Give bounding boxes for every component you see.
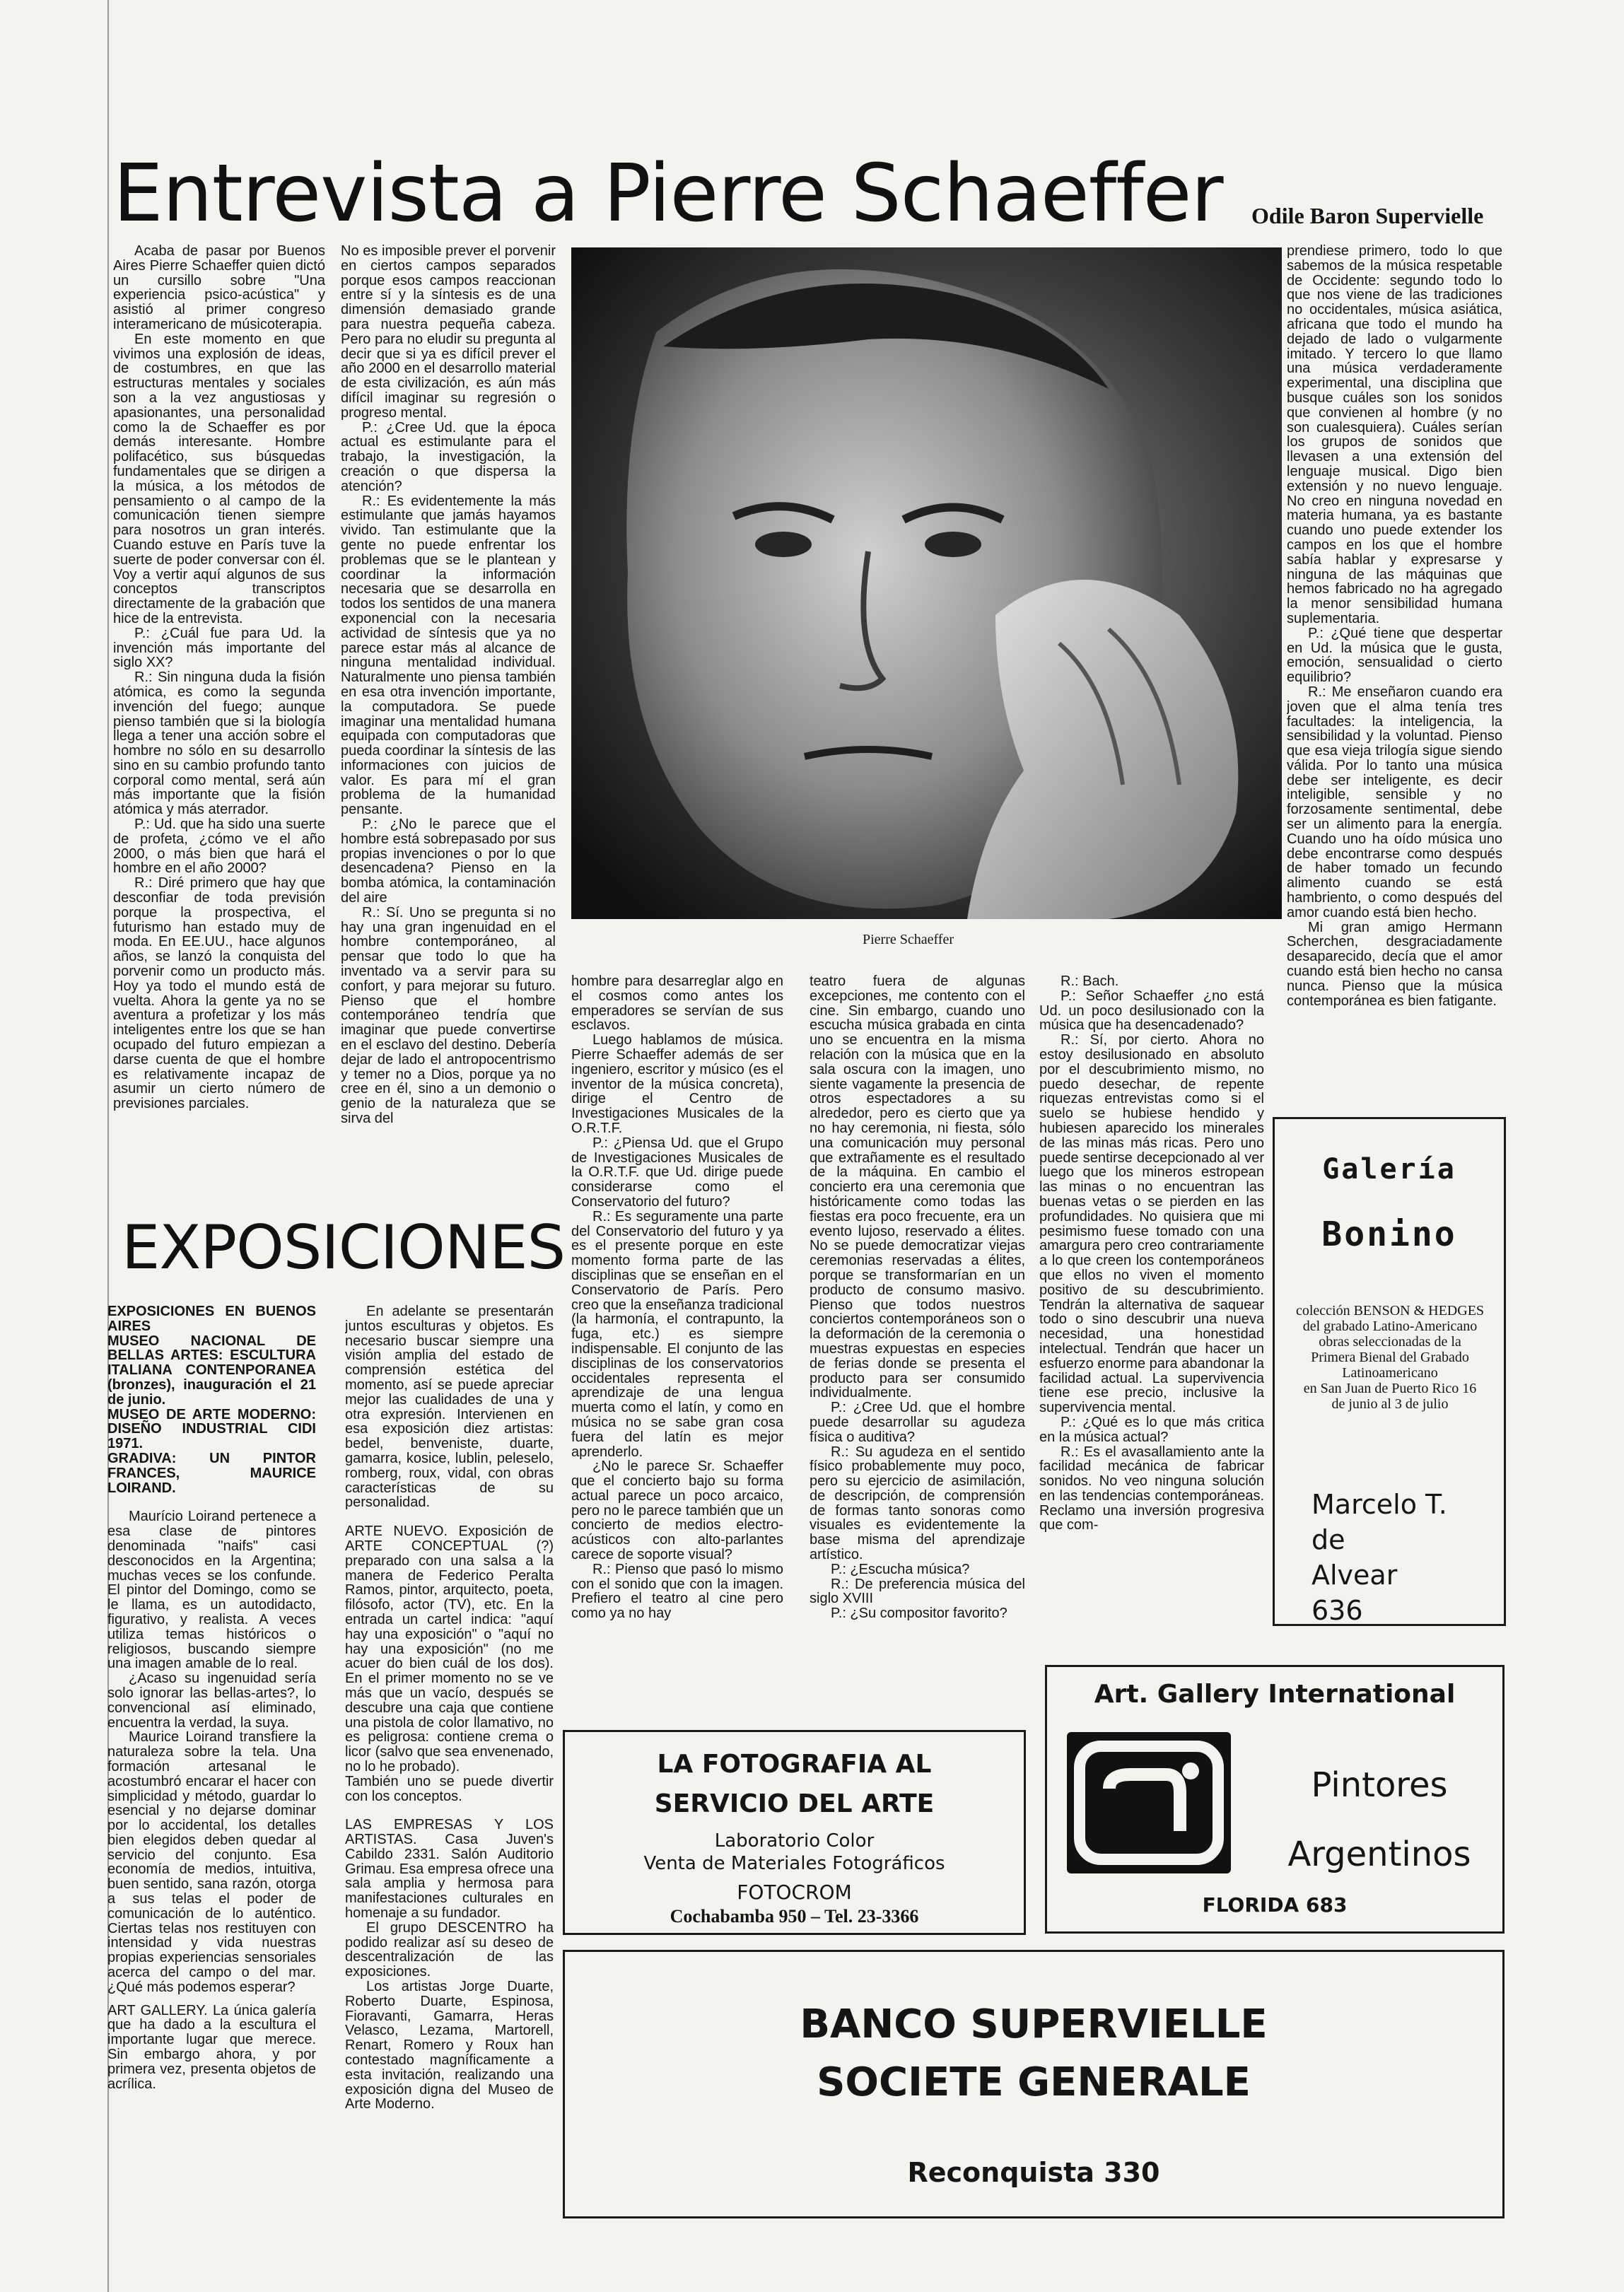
agi-logo [1067,1732,1231,1873]
article-paragraph: R.: Su agudeza en el sentido físico probablemente muy poco, pero su ejercicio de asimilación, de descripción, de comprensión de formas tanto sonoras como visuales es evidentemente la base misma del aprendizaje artístico. [810,1444,1025,1563]
article-paragraph: En este momento en que vivimos una explosión de ideas, de costumbres, en que las estructuras mentales y sociales son a la vez angustiosas y apasionantes, una personalidad como la de Schaeffer es por demás interesante. Hombre polifacético, sus búsquedas fundamentales que se dirigen a la música, a los métodos de pensamiento o al campo de la comunicación tienen siempre para nosotros un gran interés. Cuando estuve en París tuve la suerte de poder conversar con él. Voy a vertir aquí algunos de sus conceptos transcriptos directamente de la grabación que hice de la entrevista. [113,331,325,626]
article-paragraph: ¿No le parece Sr. Schaeffer que el concierto bajo su forma actual parece un poco arcaico, pero no le parece también que un concierto de medios electro-acústicos con alto-parlantes carece de soporte visual? [571,1458,783,1563]
article-paragraph: prendiese primero, todo lo que sabemos de la música respetable de Occidente: segundo todo lo que nos viene de las tradiciones no occidentales, música asiática, africana que todo el mundo ha dejado de lado o vulgarmente imitado. Y tercero lo que llamo una música verdaderamente experimental, una disciplina que busque cuáles son los sonidos que convienen al hombre (y no son cualesquiera). Cuáles serían los grupos de sonidos que llevasen a una extensión del lenguaje musical. Digo bien extensión y no nuevo lenguaje. No creo en ninguna novedad en materia humana, ya es bastante cuando uno puede extender los campos en los que el hombre sabía hablar y expresarse y ninguna de las máquinas que hemos fabricado no ha agregado la menor sensibilidad humana suplementaria. [1287,244,1502,626]
article-column-6 [1287,244,1502,1103]
article-column-4 [810,974,1025,1674]
exposiciones-heading: EXPOSICIONES [122,1212,566,1283]
article-paragraph: R.: Sin ninguna duda la fisión atómica, es como la segunda invención del fuego; aunque pienso también que si la biología llega a tener una acción sobre el hombre no sólo en su desarrollo sino en su cambio profundo tanto corporal como mental, será aún más importante que la fisión atómica y más aterrador. [113,670,325,818]
portrait-photo-image [571,247,1282,919]
article-paragraph: R.: De preferencia música del siglo XVIII [810,1576,1025,1607]
article-paragraph: hombre para desarreglar algo en el cosmos como antes los emperadores se servían de sus esclavos. [571,974,783,1034]
ad-tagline: Pintores Argentinos [1287,1765,1471,1874]
article-paragraph: R.: Bach. [1061,974,1119,989]
ad-address: Reconquista 330 [907,2157,1160,2188]
article-paragraph: P.: ¿Cuál fue para Ud. la invención más importante del siglo XX? [113,625,325,671]
ad-services: Laboratorio Color Venta de Materiales Fotográficos [643,1830,945,1874]
article-paragraph: En adelante se presentarán juntos esculturas y objetos. Es necesario buscar siempre una visión amplia del estado de comprensión estética del momento, así se puede apreciar mejor las cualidades de una y otra expresión. Intervienen en esa exposición diez artistas: bedel, benveniste, duarte, gamarra, kosice, lublin, peleselo, romberg, roux, vidal, con obras características de su personalidad. [345,1304,554,1511]
art-gallery-international-ad [1045,1665,1505,1934]
article-paragraph: También uno se puede divertir con los conceptos. [345,1773,554,1804]
article-title: Entrevista a Pierre Schaeffer [113,148,1223,240]
article-paragraph: Luego hablamos de música. Pierre Schaeffer además de ser ingeniero, escritor y músico (es el inventor de la música concreta), dirige el Centro de Investigaciones Musicales de la O.R.T.F. [571,1032,783,1136]
article-paragraph: Acaba de pasar por Buenos Aires Pierre Schaeffer quien dictó un cursillo sobre "Una experiencia psico-acústica" y asistió al primer congreso interamericano de músicoterapia. [113,244,325,332]
article-paragraph: Maurice Loirand transfiere la naturaleza sobre la tela. Una formación artesanal le acostumbró encarar el hacer con simplicidad y método, guardar lo esencial y no dejarse dominar por lo accidental, los detalles bien elegidos deben quedar al servicio del conjunto. Esa economía de medios, intuitiva, buen sentido, sana razón, otorga a sus telas el poder de comunicación de lo auténtico. Ciertas telas nos restituyen con intensidad y vida nuestras propias experiencias sensoriales acerca del campo o del mar. ¿Qué más podemos esperar? [107,1729,316,1995]
article-paragraph: P.: ¿Su compositor favorito? [831,1606,1007,1622]
photo-caption: Pierre Schaeffer [863,932,954,947]
ad-address: Marcelo T. de Alvear 636 [1312,1489,1447,1626]
article-paragraph: R.: Sí, por cierto. Ahora no estoy desilusionado en absoluto por el descubrimiento mismo, no puedo desechar, de repente riquezas entrevistas como si el suelo se hubiese hendido y hubiesen aparecido los minerales de las minas más ricas. Pero uno puede sentirse decepcionado al ver luego que los mineros estropean las minas o no encuentran las buenas vetas o se pierden en las profundidades. No quisiera que mi pesimismo fuese tomado con una amargura pero creo contrariamente a lo que creen los contemporáneos que ellos no viven el momento positivo de su descubrimiento. Tendrán la alternativa de saquear todo o sino descubrir una nueva necesidad, una honestidad intelectual. Tendrán que hacer un esfuerzo enorme para abandonar la facilidad actual. La supervivencia tiene ese precio, inclusive la supervivencia mental. [1039,1032,1264,1416]
ad-company: FOTOCROM [737,1881,852,1904]
article-column-5 [1039,974,1264,1653]
ad-gallery-name-line2: Bonino [1321,1215,1457,1254]
article-paragraph: P.: Señor Schaeffer ¿no está Ud. un poco desilusionado con la música que ha desencadenado? [1039,988,1264,1034]
article-paragraph: R.: Sí. Uno se pregunta si no hay una gran ingenuidad en el hombre contemporáneo, al pensar que todo lo que ha inventado va a servir para su confort, y para mejorar su futuro. Pienso que el hombre contemporáneo tendría que imaginar que puede convertirse en el esclavo del destino. Debería dejar de lado el antropocentrismo y temer no a Dios, porque ya no cree en él, sino a un demonio o genio de la naturaleza que se sirva del [341,904,556,1127]
article-column-2 [341,244,556,1191]
article-column-3 [571,974,783,1674]
ad-exhibition-text: colección BENSON & HEDGES del grabado Latino-Americano obras seleccionadas de la Primera Bienal del Grabado Latinoamericano en San Juan de Puerto Rico 16 de junio al 3 de julio [1295,1303,1485,1412]
article-paragraph: P.: ¿Cree Ud. que el hombre puede desarrollar su agudeza física o auditiva? [810,1400,1025,1445]
article-paragraph: Maurício Loirand pertenece a esa clase de pintores denominada "naifs" casi desconocidos en la Argentina; muchas veces se los confunde. El pintor del Domingo, como se le llama, es un autodidacto, figurativo, y realista. A veces utiliza temas históricos o religiosos, buscando siempre una imagen amable de lo real. [107,1509,316,1672]
article-paragraph: ARTE NUEVO. Exposición de ARTE CONCEPTUAL (?) preparado con una salsa a la manera de Federico Peralta Ramos, pintor, arquitecto, poeta, filósofo, actor (TV), etc. En la entrada un cartel indica: "aquí hay una exposición" o "aquí no hay una exposición" (no me acuer do bien cuál de los dos). En el primer momento no se ve más que un vacío, después se descubre una caja que contiene una pistola de color llamativo, no es peligrosa: contiene crema o licor (salvo que sea envenenado, no lo he probado). [345,1524,554,1774]
ad-address: FLORIDA 683 [1202,1893,1348,1917]
article-paragraph: No es imposible prever el porvenir en ciertos campos separados porque esos campos reaccionan entre sí y la síntesis es de una dimensión demasiado grande para nuestra pequeña cabeza. Pero para no eludir su pregunta al decir que si ya es difícil prever el año 2000 en el desarrollo material de esta civilización, es aún más difícil imaginar su regresión o progreso mental. [341,244,556,421]
galeria-bonino-ad [1273,1117,1506,1626]
article-paragraph: ¿Acaso su ingenuidad sería solo ignorar las bellas-artes?, lo convencional así eliminado, encuentra la verdad, la suya. [107,1671,316,1731]
article-paragraph: P.: ¿Piensa Ud. que el Grupo de Investigaciones Musicales de la O.R.T.F. que Ud. dirige puede considerarse como el Conservatorio del futuro? [571,1135,783,1210]
article-paragraph: R.: Es evidentemente la más estimulante que jamás hayamos vivido. Tan estimulante que la gente no puede enfrentar los problemas que se le plantean y coordinar la información necesaria que se desarrolla en todos los sentidos de una manera exponencial con la necesaria actividad de síntesis que ya no parece estar más al alcance de ninguna mentalidad individual. Naturalmente uno piensa también en esa otra invención importante, la computadora. Se puede imaginar una mentalidad humana equipada con computadoras que pueda coordinar la síntesis de las informaciones con juicios de valor. Es para mí el gran problema de la humanidad pensante. [341,493,556,818]
article-paragraph: R.: Es el avasallamiento ante la facilidad mecánica de fabricar sonidos. No veo ninguna solución en las tendencias contemporáneas. Reclamo una inversión progresiva que com- [1039,1444,1264,1533]
article-paragraph: P.: ¿Qué es lo que más critica en la música actual? [1039,1414,1264,1445]
article-paragraph: R.: Me enseñaron cuando era joven que el alma tenía tres facultades: la inteligencia, la sensibilidad y la voluntad. Pienso que esa vieja trilogía sigue siendo válida. Por lo tanto una música debe ser inteligente, es decir inteligible, sensible y no forzosamente sentimental, debe ser un alimento para la energía. Cuando uno ha oído música uno debe encontrarse como después de haber tomado un fecundo alimento cuando se está hambriento, o como después del amor cuando está bien hecho. [1287,684,1502,920]
article-paragraph: Los artistas Jorge Duarte, Roberto Duarte, Espinosa, Fioravanti, Gamarra, Heras Velasco, Lezama, Martorell, Renart, Romero y Roux han contestado magníficamente a esta invitación, realizando una exposición digna del Museo de Arte Moderno. [345,1979,554,2112]
ad-address: Cochabamba 950 – Tel. 23-3366 [670,1906,919,1926]
ad-gallery-title: Art. Gallery International [1094,1680,1456,1709]
article-paragraph: teatro fuera de algunas excepciones, me contento con el cine. Sin embargo, cuando uno escucha música grabada en cinta uno se encuentra en la misma relación con la música que en la sala oscura con la imagen, uno siente vagamente la presencia de otros espectadores a su alrededor, pero es cierto que ya no hay ceremonia, ni fiesta, sólo una comunicación muy personal que extrañamente es el resultado de la máquina. En cambio el concierto era una ceremonia que históricamente como todas las fiestas era poco frecuente, era un evento lujoso, reservado a élites. No se puede democratizar viejas ceremonias reservadas a élites, porque se transformarían en un producto de consumo masivo. Pienso que todos nuestros conciertos contemporáneos son o la deformación de la ceremonia o muestras expuestas en especies de ferias donde se presenta el producto para ser consumido individualmente. [810,974,1025,1401]
article-paragraph: P.: ¿Cree Ud. que la época actual es estimulante para el trabajo, la investigación, la creación o que dispersa la atención? [341,419,556,494]
article-paragraph: Mi gran amigo Hermann Scherchen, desgraciadamente desaparecido, decía que el amor cuando está bien hecho no cansa nunca. Pienso que la música contemporánea es bien fatigante. [1287,919,1502,1009]
article-paragraph: El grupo DESCENTRO ha podido realizar así su deseo de descentralización de las exposiciones. [345,1919,554,1980]
ad-bank-name: BANCO SUPERVIELLE SOCIETE GENERALE [800,2001,1268,2105]
ad-gallery-name-line1: Galería [1322,1153,1456,1186]
listing-block: EXPOSICIONES EN BUENOS AIRES MUSEO NACIONAL DE BELLAS ARTES: ESCULTURA ITALIANA CONTENPORANEA (bronzes), inauguración el 21 de junio. MUSEO DE ARTE MODERNO: DISEÑO INDUSTRIAL CIDI 1971. GRADIVA: UN PINTOR FRANCES, MAURICE LOIRAND. [107,1304,316,1496]
article-paragraph: R.: Es seguramente una parte del Conservatorio del futuro y ya es el presente porque en este momento forma parte de las disciplinas que se enseñan en el Conservatorio de París. Pero creo que la enseñanza tradicional (la harmonía, el contrapunto, la fuga, etc.) es siempre indispensable. El conjunto de las disciplinas de los conservatorios occidentales representa el aprendizaje de una lengua muerta como el latín, y como en música no se sabe gran cosa fuera del latín es mejor aprenderlo. [571,1208,783,1460]
article-paragraph: P.: ¿No le parece que el hombre está sobrepasado por sus propias invenciones o por lo que desencadena? Pienso en la bomba atómica, la contaminación del aire [341,817,556,906]
portrait-photo [571,247,1282,919]
article-paragraph: ART GALLERY. La única galería que ha dado a la escultura el importante lugar que merece. Sin embargo ahora, y por primera vez, presenta objetos de acrílica. [107,2002,316,2092]
article-column-1 [113,244,325,1191]
agi-logo-mark [1067,1732,1231,1873]
article-paragraph: R.: Diré primero que hay que desconfiar de toda previsión porque la prospectiva, el futurismo han estado muy de moda. En EE.UU., hace algunos años, se lanzó la conquista del porvenir como un producto más. Hoy ya todo el mundo está de vuelta. Ahora la gente ya no se aventura a profetizar y los más inteligentes entre los que se han ocupado del futuro empiezan a darse cuenta de que el hombre es relativamente incapaz de asumir un cierto número de previsiones parciales. [113,875,325,1112]
article-byline: Odile Baron Supervielle [1251,203,1484,228]
article-paragraph: P.: ¿Escucha música? [831,1561,970,1577]
article-paragraph: P.: Ud. que ha sido una suerte de profeta, ¿cómo ve el año 2000, o más bien que hará el hombre en el año 2000? [113,817,325,877]
article-paragraph: R.: Pienso que pasó lo mismo con el sonido que con la imagen. Prefiero el teatro al cine pero como ya no hay [571,1561,783,1622]
article-paragraph: LAS EMPRESAS Y LOS ARTISTAS. Casa Juven's Cabildo 2331. Salón Auditorio Grimau. Esa empresa ofrece una sala amplia y hermosa para manifestaciones culturales en homenaje a su fundador. [345,1817,554,1922]
banco-supervielle-ad [563,1950,1505,2218]
ad-headline: LA FOTOGRAFIA AL SERVICIO DEL ARTE [654,1750,935,1818]
article-paragraph: P.: ¿Qué tiene que despertar en Ud. la música que le gusta, emoción, sensualidad o cierto equilibrio? [1287,625,1502,686]
exposiciones-column-2 [345,1304,554,2223]
exposiciones-column-1 [107,1304,316,2223]
fotocrom-ad [563,1730,1026,1935]
